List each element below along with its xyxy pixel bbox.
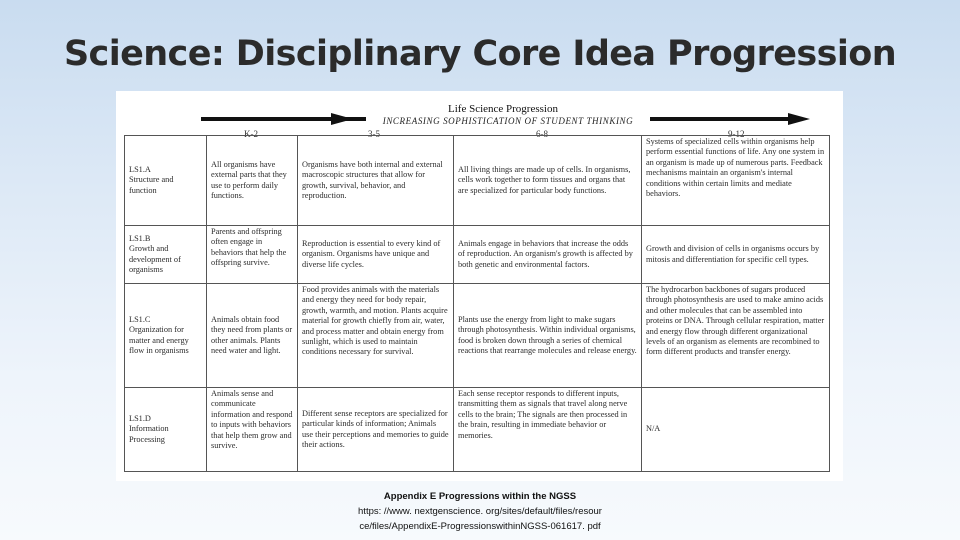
table-cell: Animals engage in behaviors that increase the odds of reproduction. An organism's growth is affected by both genetic and environmental factors. [454,226,642,284]
table-row [125,284,830,388]
row-topic: Information Processing [129,424,169,444]
document-title: Life Science Progression [448,103,558,115]
arrow-head-right-icon [788,113,810,125]
table-cell: Systems of specialized cells within organisms help perform essential functions of life. Any one system in an organism is made up of numerous parts. Feedback mechanisms maintain an organism's internal conditions within certain limits and mediate behaviors. [642,136,830,226]
slide-title: Science: Disciplinary Core Idea Progression [63,34,897,74]
source-caption [0,489,960,534]
table-cell: Organisms have both internal and external macroscopic structures that allow for growth, survival, behavior, and reproduction. [298,136,454,226]
row-header [125,226,207,284]
table-cell: Different sense receptors are specialized for particular kinds of information; Animals use their perceptions and memories to guide their actions. [298,388,454,472]
table-cell: Animals obtain food they need from plants or other animals. Plants need water and light. [207,284,298,388]
table-row [125,226,830,284]
row-code: LS1.A [129,164,151,174]
arrow-head-left-icon [331,113,353,125]
table-row [125,136,830,226]
table-cell: Parents and offspring often engage in behaviors that help the offspring survive. [207,226,298,284]
table-cell: Each sense receptor responds to different inputs, transmitting them as signals that travel along nerve cells to the brain; The signals are then processed in the brain, resulting in immediate behavior or memories. [454,388,642,472]
row-topic: Structure and function [129,175,174,195]
row-header [125,388,207,472]
table-row [125,388,830,472]
row-code: LS1.D [129,413,151,423]
row-topic: Organization for matter and energy flow in organisms [129,325,189,355]
table-cell: Growth and division of cells in organisms occurs by mitosis and differentiation for specific cell types. [642,226,830,284]
progression-table [124,135,830,472]
row-header [125,136,207,226]
caption-url-line-1: https: //www. nextgenscience. org/sites/default/files/resour [358,506,602,517]
table-cell: The hydrocarbon backbones of sugars produced through photosynthesis are used to make amino acids and other molecules that can be assembled into proteins or DNA. Through cellular respiration, matter and energy flow through different organizational levels of an organism as elements are recombined to form different products and transfer energy. [642,284,830,388]
table-cell: Food provides animals with the materials and energy they need for body repair, growth, warmth, and motion. Plants acquire material for growth chiefly from air, water, and process matter and obtain energy from sunlight, which is used to maintain conditions necessary for survival. [298,284,454,388]
table-cell: All organisms have external parts that they use to perform daily functions. [207,136,298,226]
table-cell: All living things are made up of cells. In organisms, cells work together to form tissues and organs that are specialized for particular body functions. [454,136,642,226]
row-topic: Growth and development of organisms [129,244,181,274]
caption-url-line-2: ce/files/AppendixE-ProgressionswithinNGSS-061617. pdf [359,521,601,532]
grade-band-6-8: 6-8 [536,129,548,139]
table-cell: Plants use the energy from light to make sugars through photosynthesis. Within individual organisms, food is broken down through a series of chemical reactions that rearrange molecules and release energy. [454,284,642,388]
table-cell: N/A [642,388,830,472]
table-cell: Reproduction is essential to every kind of organism. Organisms have unique and diverse life cycles. [298,226,454,284]
row-code: LS1.C [129,314,151,324]
arrow-label: INCREASING SOPHISTICATION OF STUDENT THINKING [366,116,650,126]
row-header [125,284,207,388]
grade-band-9-12: 9-12 [728,129,745,139]
row-code: LS1.B [129,233,151,243]
table-cell: Animals sense and communicate information and respond to inputs with behaviors that help them grow and survive. [207,388,298,472]
progression-document-image [116,91,843,481]
grade-band-k2: K-2 [244,129,258,139]
caption-title: Appendix E Progressions within the NGSS [383,491,577,502]
grade-band-3-5: 3-5 [368,129,380,139]
